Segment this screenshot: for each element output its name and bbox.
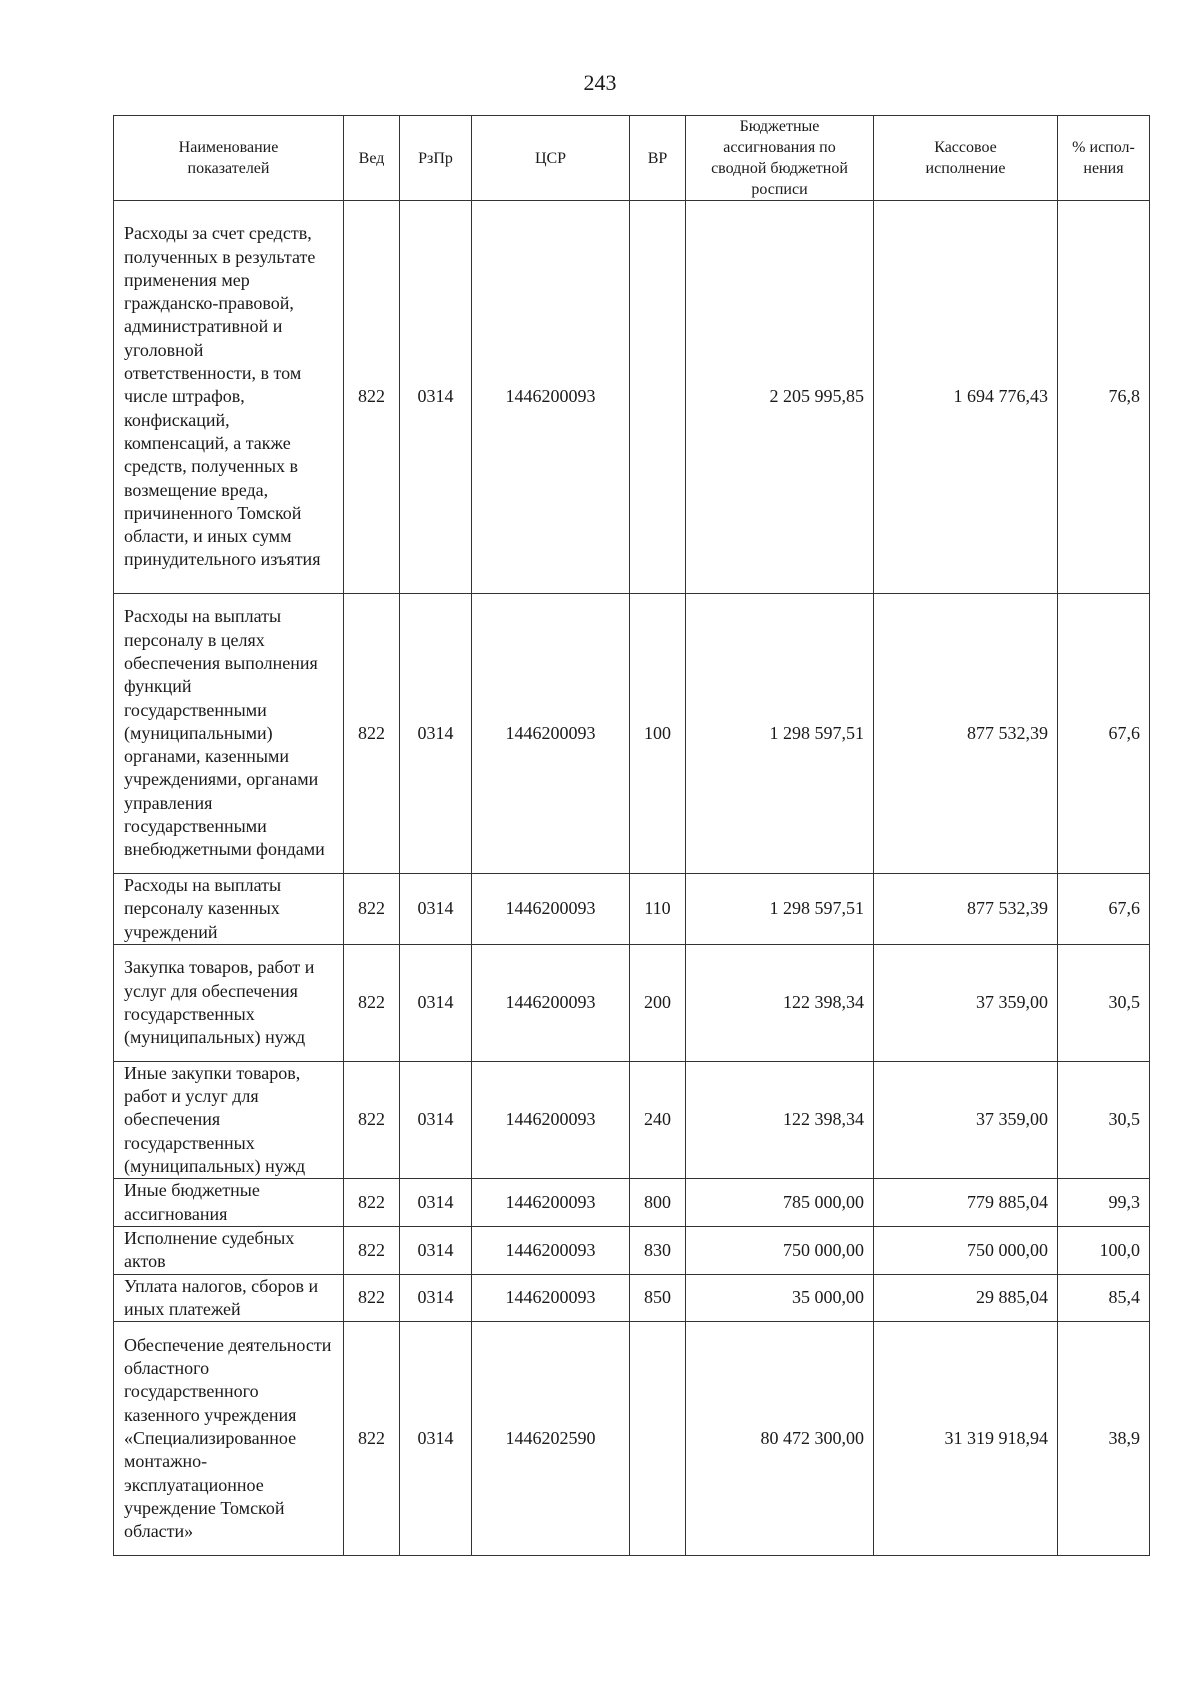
- row-ved: 822: [344, 594, 400, 874]
- row-csr: 1446200093: [472, 1179, 630, 1227]
- table-row: [114, 1179, 1150, 1227]
- table-row: [114, 1061, 1150, 1178]
- row-percent: 100,0: [1058, 1226, 1150, 1274]
- row-percent: 76,8: [1058, 201, 1150, 594]
- row-budget: 35 000,00: [686, 1274, 874, 1322]
- header-ved: Вед: [344, 116, 400, 201]
- row-budget: 1 298 597,51: [686, 874, 874, 945]
- row-vr: [630, 201, 686, 594]
- row-percent: 99,3: [1058, 1179, 1150, 1227]
- row-ved: 822: [344, 1274, 400, 1322]
- table-row: [114, 594, 1150, 874]
- row-vr: 850: [630, 1274, 686, 1322]
- header-percent: % испол-нения: [1058, 116, 1150, 201]
- row-ved: 822: [344, 1179, 400, 1227]
- row-cash: 31 319 918,94: [874, 1322, 1058, 1556]
- table-row: [114, 1274, 1150, 1322]
- row-csr: 1446200093: [472, 1061, 630, 1178]
- table-header-row: [114, 116, 1150, 201]
- row-rzpr: 0314: [400, 874, 472, 945]
- row-cash: 1 694 776,43: [874, 201, 1058, 594]
- row-cash: 37 359,00: [874, 1061, 1058, 1178]
- row-name: Расходы за счет средств, полученных в результате применения мер гражданско-правовой, административной и уголовной ответственности, в том числе штрафов, конфискаций, компенсаций, а также средств, полученных в возмещение вреда, причиненного Томской области, и иных сумм принудительного изъятия: [114, 201, 344, 594]
- row-name: Расходы на выплаты персоналу казенных учреждений: [114, 874, 344, 945]
- row-csr: 1446200093: [472, 594, 630, 874]
- row-cash: 877 532,39: [874, 594, 1058, 874]
- budget-execution-table: [113, 115, 1150, 1556]
- header-cash: Кассовое исполнение: [874, 116, 1058, 201]
- header-name: Наименование показателей: [114, 116, 344, 201]
- row-rzpr: 0314: [400, 944, 472, 1061]
- row-csr: 1446200093: [472, 201, 630, 594]
- row-ved: 822: [344, 874, 400, 945]
- row-percent: 85,4: [1058, 1274, 1150, 1322]
- row-name: Уплата налогов, сборов и иных платежей: [114, 1274, 344, 1322]
- row-ved: 822: [344, 1061, 400, 1178]
- row-cash: 37 359,00: [874, 944, 1058, 1061]
- row-csr: 1446200093: [472, 1274, 630, 1322]
- table-row: [114, 1322, 1150, 1556]
- row-name: Иные бюджетные ассигнования: [114, 1179, 344, 1227]
- row-name: Исполнение судебных актов: [114, 1226, 344, 1274]
- row-rzpr: 0314: [400, 201, 472, 594]
- row-budget: 750 000,00: [686, 1226, 874, 1274]
- table-row: [114, 874, 1150, 945]
- table-row: [114, 1226, 1150, 1274]
- row-cash: 779 885,04: [874, 1179, 1058, 1227]
- row-rzpr: 0314: [400, 1179, 472, 1227]
- table-row: [114, 201, 1150, 594]
- row-rzpr: 0314: [400, 1322, 472, 1556]
- row-percent: 38,9: [1058, 1322, 1150, 1556]
- row-budget: 785 000,00: [686, 1179, 874, 1227]
- row-budget: 1 298 597,51: [686, 594, 874, 874]
- row-vr: 800: [630, 1179, 686, 1227]
- row-name: Обеспечение деятельности областного государственного казенного учреждения «Специализированное монтажно-эксплуатационное учреждение Томской области»: [114, 1322, 344, 1556]
- row-cash: 750 000,00: [874, 1226, 1058, 1274]
- row-vr: 200: [630, 944, 686, 1061]
- row-csr: 1446202590: [472, 1322, 630, 1556]
- row-ved: 822: [344, 1226, 400, 1274]
- row-name: Закупка товаров, работ и услуг для обеспечения государственных (муниципальных) нужд: [114, 944, 344, 1061]
- row-rzpr: 0314: [400, 594, 472, 874]
- row-budget: 122 398,34: [686, 1061, 874, 1178]
- row-percent: 30,5: [1058, 944, 1150, 1061]
- row-name: Иные закупки товаров, работ и услуг для обеспечения государственных (муниципальных) нужд: [114, 1061, 344, 1178]
- header-csr: ЦСР: [472, 116, 630, 201]
- row-csr: 1446200093: [472, 874, 630, 945]
- row-cash: 29 885,04: [874, 1274, 1058, 1322]
- row-vr: 110: [630, 874, 686, 945]
- row-rzpr: 0314: [400, 1274, 472, 1322]
- row-csr: 1446200093: [472, 944, 630, 1061]
- row-budget: 80 472 300,00: [686, 1322, 874, 1556]
- table-row: [114, 944, 1150, 1061]
- row-vr: [630, 1322, 686, 1556]
- header-rzpr: РзПр: [400, 116, 472, 201]
- row-ved: 822: [344, 944, 400, 1061]
- row-vr: 240: [630, 1061, 686, 1178]
- row-ved: 822: [344, 201, 400, 594]
- row-rzpr: 0314: [400, 1061, 472, 1178]
- row-rzpr: 0314: [400, 1226, 472, 1274]
- row-name: Расходы на выплаты персоналу в целях обеспечения выполнения функций государственными (муниципальными) органами, казенными учреждениями, органами управления государственными внебюджетными фондами: [114, 594, 344, 874]
- row-ved: 822: [344, 1322, 400, 1556]
- row-budget: 122 398,34: [686, 944, 874, 1061]
- row-percent: 67,6: [1058, 594, 1150, 874]
- row-percent: 30,5: [1058, 1061, 1150, 1178]
- row-budget: 2 205 995,85: [686, 201, 874, 594]
- row-csr: 1446200093: [472, 1226, 630, 1274]
- row-percent: 67,6: [1058, 874, 1150, 945]
- row-cash: 877 532,39: [874, 874, 1058, 945]
- page-number: 243: [583, 70, 617, 95]
- row-vr: 100: [630, 594, 686, 874]
- header-vr: ВР: [630, 116, 686, 201]
- header-budget: Бюджетные ассигнования по сводной бюджетной росписи: [686, 116, 874, 201]
- row-vr: 830: [630, 1226, 686, 1274]
